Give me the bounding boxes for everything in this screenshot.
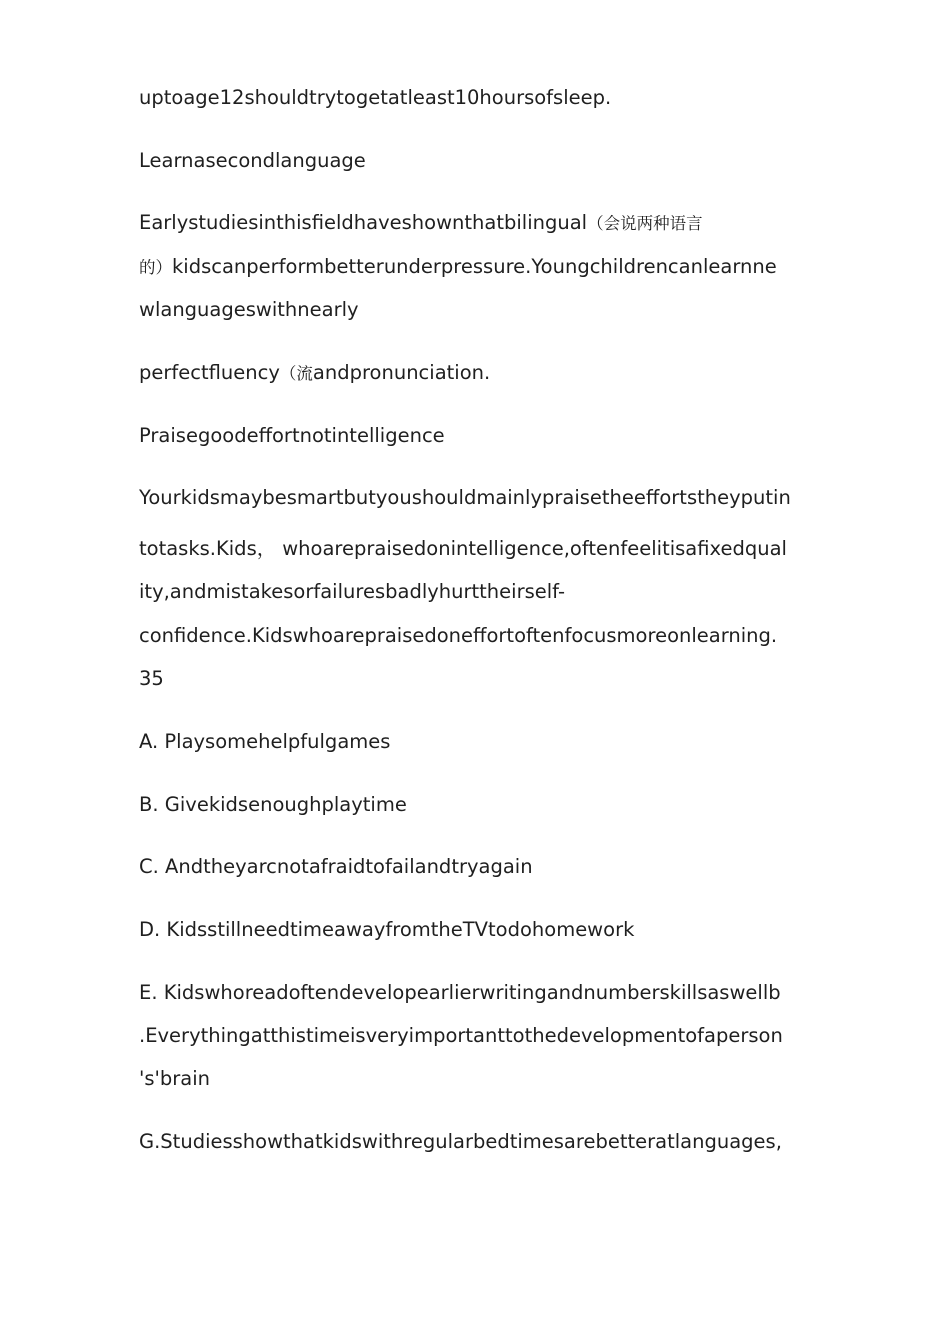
text-line: confidence.Kidswhoarepraisedoneffortoftenfocusmoreonlearning.	[139, 624, 778, 647]
question-number: 35	[139, 667, 164, 690]
text-line: 的）kidscanperformbetterunderpressure.Youngchildrencanlearnne	[139, 255, 777, 278]
option-g: G.Studiesshowthatkidswithregularbedtimesarebetteratlanguages,	[139, 1130, 782, 1153]
section-heading: Praisegoodeffortnotintelligence	[139, 424, 445, 447]
option-c: C. Andtheyarcnotafraidtofailandtryagain	[139, 855, 533, 878]
text-line: wlanguageswithnearly	[139, 298, 359, 321]
section-heading: Learnasecondlanguage	[139, 149, 366, 172]
chinese-gloss: （会说两种语言	[587, 214, 703, 233]
text-line: uptoage12shouldtrytogetatleast10hoursofsleep.	[139, 86, 612, 109]
text-line: .Everythingatthistimeisveryimportanttothedevelopmentofaperson	[139, 1024, 783, 1047]
text-line: Earlystudiesinthisfieldhaveshownthatbilingual（会说两种语言	[139, 211, 703, 234]
option-a: A. Playsomehelpfulgames	[139, 730, 391, 753]
text-line: totasks.Kids， whoarepraisedonintelligence,oftenfeelitisafixedqual	[139, 537, 787, 560]
text-line: ity,andmistakesorfailuresbadlyhurttheirself-	[139, 580, 566, 603]
option-d: D. KidsstillneedtimeawayfromtheTVtodohomework	[139, 918, 635, 941]
chinese-gloss: 的）	[139, 258, 172, 277]
option-b: B. Givekidsenoughplaytime	[139, 793, 407, 816]
chinese-gloss: （流	[279, 364, 313, 383]
text-line: 's'brain	[139, 1067, 211, 1090]
option-e: E. Kidswhoreadoftendevelopearlierwritingandnumberskillsaswellb	[139, 981, 781, 1004]
text-line: perfectfluency（流andpronunciation.	[139, 361, 491, 384]
text-line: Yourkidsmaybesmartbutyoushouldmainlypraisetheeffortstheyputin	[139, 486, 791, 509]
